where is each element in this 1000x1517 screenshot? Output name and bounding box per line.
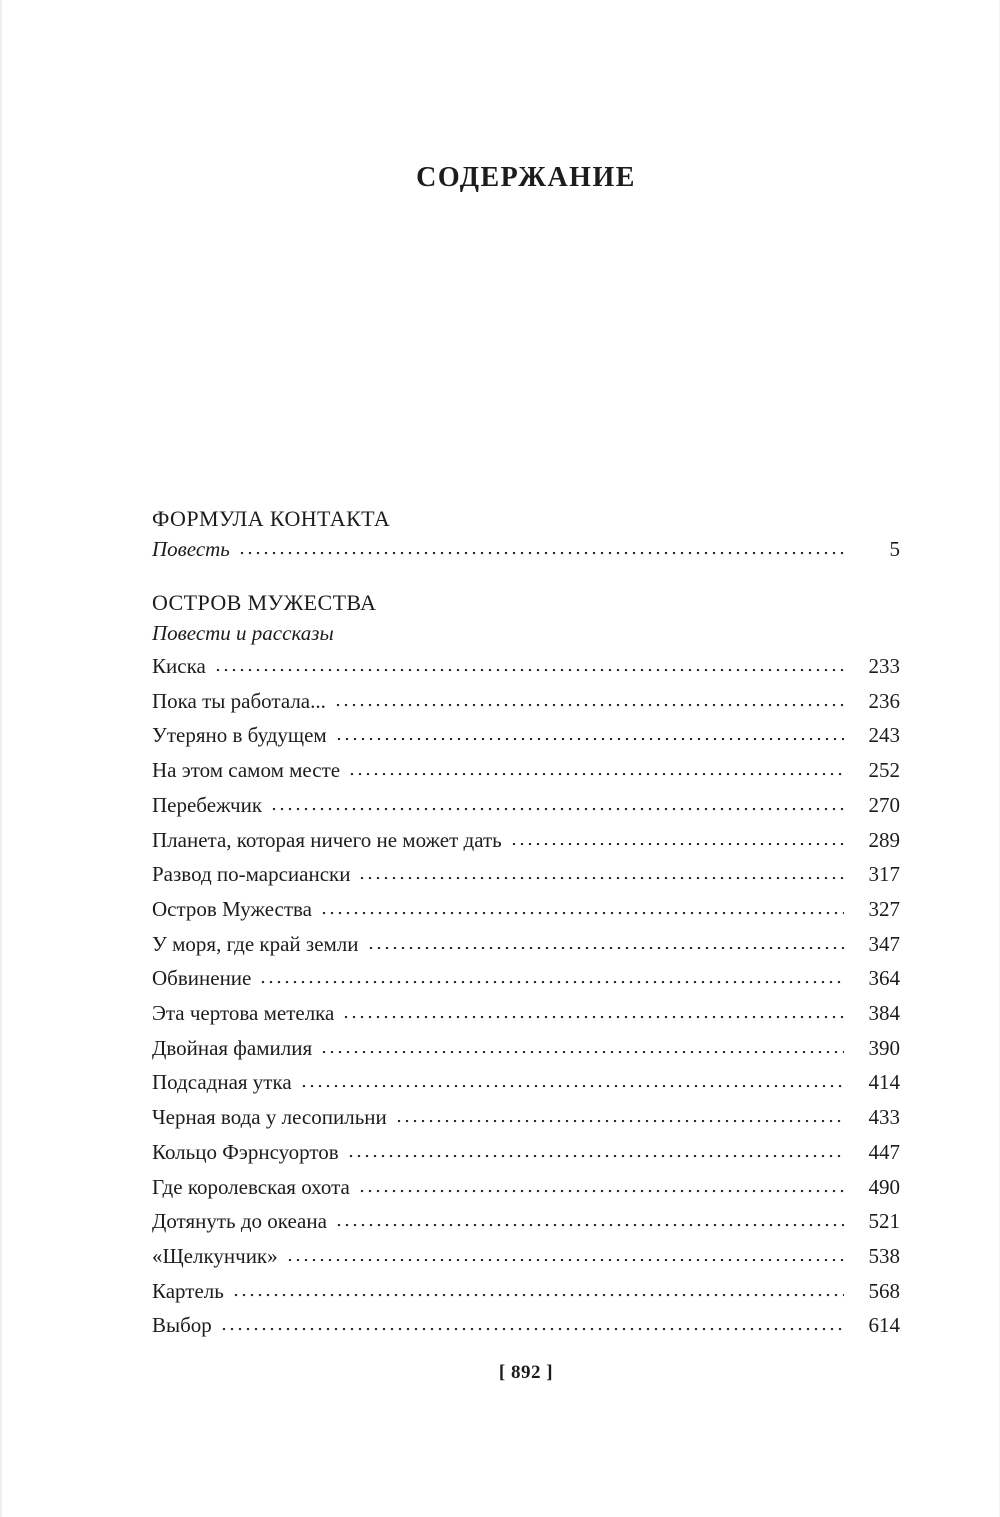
section-subtitle: Повесть <box>152 537 230 561</box>
entry-page-number: 384 <box>868 1001 900 1026</box>
dot-leader <box>270 808 844 812</box>
entry-page-number: 5 <box>889 537 900 561</box>
entry-title: На этом самом месте <box>152 758 341 783</box>
toc-section-formula-kontakta <box>152 503 900 565</box>
toc-entry <box>152 1100 900 1135</box>
entry-page-number: 270 <box>868 792 900 817</box>
entry-page-number: 327 <box>868 896 900 921</box>
folio-page-number: [ 892 ] <box>498 1362 554 1383</box>
toc-entry <box>152 996 900 1031</box>
entry-page-number: 538 <box>868 1243 900 1268</box>
entry-page-number: 289 <box>868 827 900 852</box>
toc-entry <box>152 961 900 996</box>
entry-page-number: 317 <box>868 862 900 887</box>
entry-page-number: 236 <box>868 688 900 713</box>
dot-leader <box>367 947 844 951</box>
dot-leader <box>232 1294 844 1298</box>
entry-title: Утеряно в будущем <box>152 723 327 748</box>
entry-page-number: 243 <box>868 723 900 748</box>
entry-page-number: 347 <box>868 931 900 956</box>
entry-page-number: 364 <box>868 966 900 991</box>
toc-entry <box>152 823 900 858</box>
dot-leader <box>320 912 844 916</box>
toc-entry <box>152 1170 900 1205</box>
toc-entry <box>152 1031 900 1066</box>
entry-title: Остров Мужества <box>152 896 312 921</box>
entry-page-number: 252 <box>868 758 900 783</box>
entry-page-number: 490 <box>868 1174 900 1199</box>
toc-entry <box>152 1135 900 1170</box>
contents-title: СОДЕРЖАНИЕ <box>416 162 636 193</box>
entry-page-number: 233 <box>868 654 900 678</box>
toc-entry <box>152 788 900 823</box>
toc-entry-list <box>152 649 900 1343</box>
toc-entry <box>152 1204 900 1239</box>
entry-title: Черная вода у лесопильни <box>152 1105 387 1130</box>
toc-entry <box>152 649 900 684</box>
entry-title: Перебежчик <box>152 792 263 817</box>
table-of-contents <box>152 503 900 1343</box>
entry-title: Обвинение <box>152 966 252 991</box>
entry-title: Картель <box>152 1278 224 1303</box>
toc-section-ostrov-muzhestva <box>152 587 900 1343</box>
entry-title: Дотянуть до океана <box>152 1209 327 1234</box>
dot-leader <box>335 1224 844 1228</box>
dot-leader <box>286 1259 844 1263</box>
entry-page-number: 433 <box>868 1105 900 1130</box>
entry-title: Кольцо Фэрнсуортов <box>152 1139 339 1164</box>
dot-leader <box>510 843 844 847</box>
dot-leader <box>259 981 844 985</box>
entry-title: Киска <box>152 654 206 678</box>
toc-entry <box>152 857 900 892</box>
section-subtitle: Повести и рассказы <box>152 621 334 645</box>
entry-title: Где королевская охота <box>152 1174 350 1199</box>
entry-title: Выбор <box>152 1313 212 1338</box>
entry-title: «Щелкунчик» <box>152 1243 278 1268</box>
section-heading: ОСТРОВ МУЖЕСТВА <box>152 590 377 615</box>
section-heading: ФОРМУЛА КОНТАКТА <box>152 506 391 531</box>
dot-leader <box>320 1051 844 1055</box>
entry-page-number: 614 <box>868 1313 900 1338</box>
entry-title: Развод по-марсиански <box>152 862 351 887</box>
dot-leader <box>342 1016 844 1020</box>
entry-title: Подсадная утка <box>152 1070 292 1095</box>
entry-page-number: 390 <box>868 1035 900 1060</box>
entry-title: У моря, где край земли <box>152 931 359 956</box>
toc-entry <box>152 892 900 927</box>
dot-leader <box>238 552 844 556</box>
entry-page-number: 521 <box>868 1209 900 1234</box>
toc-entry <box>152 753 900 788</box>
dot-leader <box>214 669 844 673</box>
toc-entry <box>152 1274 900 1309</box>
toc-entry <box>152 718 900 753</box>
dot-leader <box>358 877 844 881</box>
toc-entry <box>152 1239 900 1274</box>
toc-entry <box>152 684 900 719</box>
entry-title: Двойная фамилия <box>152 1035 313 1060</box>
toc-entry <box>152 1065 900 1100</box>
dot-leader <box>334 704 844 708</box>
dot-leader <box>395 1120 844 1124</box>
dot-leader <box>347 1155 844 1159</box>
toc-entry <box>152 927 900 962</box>
dot-leader <box>358 1190 844 1194</box>
entry-title: Пока ты работала... <box>152 688 326 713</box>
dot-leader <box>220 1328 844 1332</box>
entry-page-number: 568 <box>868 1278 900 1303</box>
entry-title: Эта чертова метелка <box>152 1001 335 1026</box>
dot-leader <box>348 773 844 777</box>
dot-leader <box>300 1085 844 1089</box>
entry-page-number: 447 <box>868 1139 900 1164</box>
dot-leader <box>335 738 844 742</box>
toc-entry <box>152 534 900 565</box>
entry-page-number: 414 <box>868 1070 900 1095</box>
toc-entry <box>152 1308 900 1343</box>
entry-title: Планета, которая ничего не может дать <box>152 827 502 852</box>
